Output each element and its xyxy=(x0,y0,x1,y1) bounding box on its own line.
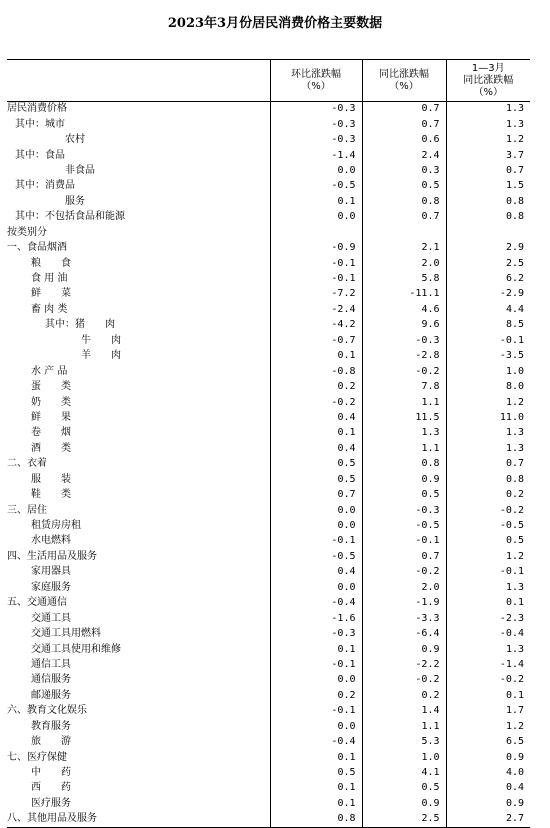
cell-yoy: 1.0 xyxy=(362,750,446,765)
table-row xyxy=(7,318,530,333)
table-row xyxy=(7,734,530,749)
row-label: 蛋 类 xyxy=(31,381,71,393)
table-row xyxy=(7,657,530,672)
header-mom-unit: （%） xyxy=(301,80,331,92)
row-label: 医疗服务 xyxy=(31,797,71,809)
row-label: 酒 类 xyxy=(31,442,71,454)
table-row xyxy=(7,596,530,611)
cell-ytd: 1.2 xyxy=(446,132,530,147)
row-label: 鲜 菜 xyxy=(31,288,71,300)
table-row xyxy=(7,210,530,225)
table-row xyxy=(7,194,530,209)
cell-yoy: -0.2 xyxy=(362,364,446,379)
cell-yoy: 2.0 xyxy=(362,580,446,595)
header-mom xyxy=(270,60,362,102)
row-label: 其中：城市 xyxy=(15,118,65,130)
row-label: 农村 xyxy=(65,134,85,146)
cell-ytd: 0.2 xyxy=(446,487,530,502)
cell-mom: 0.5 xyxy=(270,765,362,780)
cell-ytd: 2.5 xyxy=(446,256,530,271)
cell-yoy: 5.8 xyxy=(362,271,446,286)
cell-mom: 0.5 xyxy=(270,472,362,487)
cell-yoy: -3.3 xyxy=(362,611,446,626)
header-mom-line: 环比涨跌幅 xyxy=(291,68,341,80)
cell-mom: -0.7 xyxy=(270,333,362,348)
cell-mom: -0.3 xyxy=(270,102,362,117)
cell-mom: 0.1 xyxy=(270,194,362,209)
cell-mom: 0.1 xyxy=(270,349,362,364)
cell-yoy: 2.1 xyxy=(362,240,446,255)
table-row xyxy=(7,626,530,641)
cell-ytd: 2.9 xyxy=(446,240,530,255)
cell-yoy: 0.3 xyxy=(362,163,446,178)
cell-mom: 0.0 xyxy=(270,503,362,518)
cell-ytd: 8.0 xyxy=(446,379,530,394)
row-label: 一、食品烟酒 xyxy=(7,242,67,254)
cell-yoy: 0.8 xyxy=(362,194,446,209)
cell-ytd: -0.2 xyxy=(446,673,530,688)
cell-ytd: 0.5 xyxy=(446,534,530,549)
cell-mom: -0.5 xyxy=(270,549,362,564)
cell-yoy: -6.4 xyxy=(362,626,446,641)
cell-ytd: -1.4 xyxy=(446,657,530,672)
row-label: 其中：消费品 xyxy=(15,180,75,192)
table-row xyxy=(7,812,530,827)
cpi-table xyxy=(7,59,530,828)
row-label: 畜 肉 类 xyxy=(31,303,68,315)
cell-mom: -0.9 xyxy=(270,240,362,255)
row-label: 三、居住 xyxy=(7,504,47,516)
row-label: 按类别分 xyxy=(7,226,47,238)
row-label: 牛 肉 xyxy=(81,334,121,346)
cell-ytd: 1.5 xyxy=(446,179,530,194)
header-ytd-period: 1—3月 xyxy=(471,62,505,74)
cell-ytd: 0.9 xyxy=(446,796,530,811)
cell-yoy: 0.7 xyxy=(362,102,446,117)
table-row xyxy=(7,117,530,132)
cell-mom: -0.3 xyxy=(270,132,362,147)
table-row xyxy=(7,271,530,286)
row-label: 粮 食 xyxy=(31,257,71,269)
cell-mom: 0.1 xyxy=(270,642,362,657)
cell-ytd: 1.2 xyxy=(446,719,530,734)
cell-ytd: -0.5 xyxy=(446,518,530,533)
cell-ytd: 1.3 xyxy=(446,117,530,132)
table-row xyxy=(7,534,530,549)
cell-mom: 0.0 xyxy=(270,719,362,734)
cell-ytd: 0.1 xyxy=(446,688,530,703)
cell-ytd: -0.4 xyxy=(446,626,530,641)
cell-mom: 0.2 xyxy=(270,688,362,703)
cell-ytd: 6.5 xyxy=(446,734,530,749)
row-label: 通信服务 xyxy=(31,674,71,686)
row-label: 交通工具用燃料 xyxy=(31,628,101,640)
row-label: 交通工具 xyxy=(31,612,71,624)
table-row xyxy=(7,503,530,518)
row-label: 其中：猪 肉 xyxy=(45,319,115,331)
cell-ytd: 4.4 xyxy=(446,302,530,317)
cell-ytd: 1.2 xyxy=(446,395,530,410)
cell-yoy: -11.1 xyxy=(362,287,446,302)
cell-ytd: 0.8 xyxy=(446,210,530,225)
cell-yoy: 5.3 xyxy=(362,734,446,749)
cell-mom: 0.2 xyxy=(270,379,362,394)
table-row xyxy=(7,302,530,317)
cell-mom: 0.1 xyxy=(270,750,362,765)
table-row xyxy=(7,333,530,348)
cell-ytd: -2.3 xyxy=(446,611,530,626)
table-row xyxy=(7,132,530,147)
cell-ytd: 0.1 xyxy=(446,596,530,611)
cell-mom: -0.1 xyxy=(270,657,362,672)
cell-mom xyxy=(270,225,362,240)
cell-yoy: 0.9 xyxy=(362,796,446,811)
table-body xyxy=(7,102,530,828)
cell-mom: -0.1 xyxy=(270,534,362,549)
table-row xyxy=(7,673,530,688)
table-row xyxy=(7,349,530,364)
row-label: 服 装 xyxy=(31,473,71,485)
row-label: 其中：不包括食品和能源 xyxy=(15,211,125,223)
cell-yoy: 1.1 xyxy=(362,441,446,456)
table-row xyxy=(7,472,530,487)
table-row xyxy=(7,549,530,564)
table-row xyxy=(7,163,530,178)
cell-yoy: 0.5 xyxy=(362,781,446,796)
cell-ytd: 3.7 xyxy=(446,148,530,163)
table-row xyxy=(7,642,530,657)
row-label: 鲜 果 xyxy=(31,411,71,423)
cell-ytd: 8.5 xyxy=(446,318,530,333)
cell-mom: -1.4 xyxy=(270,148,362,163)
row-label: 交通工具使用和维修 xyxy=(31,643,121,655)
table-row xyxy=(7,225,530,240)
cell-mom: -0.4 xyxy=(270,596,362,611)
cell-yoy: 0.5 xyxy=(362,179,446,194)
cell-yoy: 4.6 xyxy=(362,302,446,317)
row-label: 其中：食品 xyxy=(15,149,65,161)
cell-ytd: 0.7 xyxy=(446,163,530,178)
cell-ytd: -0.2 xyxy=(446,503,530,518)
row-label: 水电燃料 xyxy=(31,535,71,547)
cell-yoy: -0.2 xyxy=(362,673,446,688)
cell-mom: 0.1 xyxy=(270,781,362,796)
cell-ytd: 2.7 xyxy=(446,812,530,827)
table-row xyxy=(7,457,530,472)
row-label: 旅 游 xyxy=(31,736,71,748)
table-row xyxy=(7,781,530,796)
cell-ytd: -0.1 xyxy=(446,565,530,580)
row-label: 家庭服务 xyxy=(31,581,71,593)
table-row xyxy=(7,704,530,719)
row-label: 食 用 油 xyxy=(31,273,68,285)
cell-yoy: 2.4 xyxy=(362,148,446,163)
table-row xyxy=(7,518,530,533)
cell-mom: 0.4 xyxy=(270,565,362,580)
cell-yoy: 0.7 xyxy=(362,549,446,564)
table-row xyxy=(7,580,530,595)
cell-yoy: 9.6 xyxy=(362,318,446,333)
row-label: 四、生活用品及服务 xyxy=(7,550,97,562)
cell-mom: -4.2 xyxy=(270,318,362,333)
header-yoy-line: 同比涨跌幅 xyxy=(379,68,429,80)
cell-yoy: -1.9 xyxy=(362,596,446,611)
table-row xyxy=(7,102,530,117)
cell-ytd: 4.0 xyxy=(446,765,530,780)
document-title: 2023年3月份居民消费价格主要数据 xyxy=(167,16,383,31)
row-label: 西 药 xyxy=(31,782,71,794)
cell-ytd: 1.2 xyxy=(446,549,530,564)
cell-ytd: 11.0 xyxy=(446,410,530,425)
table-row xyxy=(7,426,530,441)
table-row xyxy=(7,256,530,271)
cell-mom: -0.3 xyxy=(270,626,362,641)
row-label: 六、教育文化娱乐 xyxy=(7,705,87,717)
cell-yoy: 0.9 xyxy=(362,642,446,657)
cell-yoy: 1.1 xyxy=(362,395,446,410)
cell-mom: 0.1 xyxy=(270,796,362,811)
cell-mom: -0.1 xyxy=(270,271,362,286)
row-label: 中 药 xyxy=(31,767,71,779)
cell-ytd: 0.9 xyxy=(446,750,530,765)
cell-yoy: 4.1 xyxy=(362,765,446,780)
cell-mom: -0.2 xyxy=(270,395,362,410)
cell-yoy: 7.8 xyxy=(362,379,446,394)
cell-mom: -7.2 xyxy=(270,287,362,302)
cell-mom: 0.0 xyxy=(270,518,362,533)
cell-yoy: 1.3 xyxy=(362,426,446,441)
row-label: 教育服务 xyxy=(31,720,71,732)
table-header-row xyxy=(7,60,530,102)
cell-yoy: -0.2 xyxy=(362,565,446,580)
header-label-column xyxy=(7,60,270,102)
row-label: 家用器具 xyxy=(31,566,71,578)
row-label: 八、其他用品及服务 xyxy=(7,812,270,827)
cell-yoy: 11.5 xyxy=(362,410,446,425)
cell-yoy: 2.0 xyxy=(362,256,446,271)
cell-mom: 0.4 xyxy=(270,441,362,456)
table-row xyxy=(7,395,530,410)
cell-mom: -0.1 xyxy=(270,704,362,719)
cell-ytd: 0.7 xyxy=(446,457,530,472)
table-row xyxy=(7,719,530,734)
cell-ytd: -2.9 xyxy=(446,287,530,302)
cell-mom: 0.5 xyxy=(270,457,362,472)
header-ytd xyxy=(446,60,530,102)
table-row xyxy=(7,565,530,580)
row-label: 服务 xyxy=(65,195,85,207)
cell-yoy: 0.9 xyxy=(362,472,446,487)
row-label: 水 产 品 xyxy=(31,365,68,377)
row-label: 卷 烟 xyxy=(31,427,71,439)
cell-yoy: -0.3 xyxy=(362,503,446,518)
cell-yoy: 0.6 xyxy=(362,132,446,147)
table-row xyxy=(7,179,530,194)
cell-ytd: 1.3 xyxy=(446,580,530,595)
cell-ytd: 0.8 xyxy=(446,194,530,209)
cell-ytd: 1.3 xyxy=(446,102,530,117)
table-row xyxy=(7,379,530,394)
cell-yoy: -0.3 xyxy=(362,333,446,348)
table-row xyxy=(7,611,530,626)
cell-ytd: 1.3 xyxy=(446,642,530,657)
cell-ytd xyxy=(446,225,530,240)
row-label: 居民消费价格 xyxy=(7,103,67,115)
cell-ytd: 1.3 xyxy=(446,426,530,441)
cell-ytd: -0.1 xyxy=(446,333,530,348)
row-label: 七、医疗保健 xyxy=(7,751,67,763)
cell-ytd: 1.0 xyxy=(446,364,530,379)
row-label: 羊 肉 xyxy=(81,350,121,362)
cell-yoy: 0.7 xyxy=(362,117,446,132)
table-row xyxy=(7,441,530,456)
row-label: 二、衣着 xyxy=(7,458,47,470)
row-label: 鞋 类 xyxy=(31,489,71,501)
row-label: 奶 类 xyxy=(31,396,71,408)
cell-mom: -0.8 xyxy=(270,364,362,379)
cell-mom: -0.3 xyxy=(270,117,362,132)
header-yoy-unit: （%） xyxy=(389,80,419,92)
table-row xyxy=(7,240,530,255)
cell-mom: -0.5 xyxy=(270,179,362,194)
cell-yoy: -0.1 xyxy=(362,534,446,549)
cell-mom: 0.0 xyxy=(270,163,362,178)
cell-mom: 0.0 xyxy=(270,210,362,225)
row-label: 五、交通通信 xyxy=(7,597,67,609)
table-row xyxy=(7,364,530,379)
header-ytd-unit: （%） xyxy=(473,86,503,98)
cell-mom: -1.6 xyxy=(270,611,362,626)
cell-mom: -2.4 xyxy=(270,302,362,317)
cell-mom: 0.7 xyxy=(270,487,362,502)
cell-mom: 0.0 xyxy=(270,673,362,688)
header-yoy xyxy=(362,60,446,102)
table-row xyxy=(7,487,530,502)
cell-ytd: -3.5 xyxy=(446,349,530,364)
header-ytd-line: 同比涨跌幅 xyxy=(463,74,514,86)
cell-yoy: 0.2 xyxy=(362,688,446,703)
cell-yoy: 0.5 xyxy=(362,487,446,502)
cell-mom: 0.4 xyxy=(270,410,362,425)
cell-yoy xyxy=(362,225,446,240)
row-label: 邮递服务 xyxy=(31,689,71,701)
cell-mom: 0.0 xyxy=(270,580,362,595)
table-row xyxy=(7,750,530,765)
table-row xyxy=(7,796,530,811)
table-row xyxy=(7,765,530,780)
cell-ytd: 0.4 xyxy=(446,781,530,796)
cell-ytd: 6.2 xyxy=(446,271,530,286)
cell-mom: 0.8 xyxy=(270,812,362,827)
cell-mom: -0.4 xyxy=(270,734,362,749)
row-label: 通信工具 xyxy=(31,658,71,670)
table-row xyxy=(7,148,530,163)
table-row xyxy=(7,287,530,302)
row-label: 非食品 xyxy=(65,164,95,176)
row-label: 租赁房房租 xyxy=(31,520,81,532)
cell-mom: 0.1 xyxy=(270,426,362,441)
cell-ytd: 0.8 xyxy=(446,472,530,487)
table-row xyxy=(7,410,530,425)
cell-ytd: 1.7 xyxy=(446,704,530,719)
cpi-table-container xyxy=(7,59,530,828)
cell-yoy: 1.4 xyxy=(362,704,446,719)
cell-yoy: 2.5 xyxy=(362,812,446,827)
table-row xyxy=(7,688,530,703)
cell-ytd: 1.3 xyxy=(446,441,530,456)
cell-mom: -0.1 xyxy=(270,256,362,271)
cell-yoy: -2.8 xyxy=(362,349,446,364)
cell-yoy: -0.5 xyxy=(362,518,446,533)
cell-yoy: -2.2 xyxy=(362,657,446,672)
cell-yoy: 0.7 xyxy=(362,210,446,225)
cell-yoy: 0.8 xyxy=(362,457,446,472)
cell-yoy: 1.1 xyxy=(362,719,446,734)
